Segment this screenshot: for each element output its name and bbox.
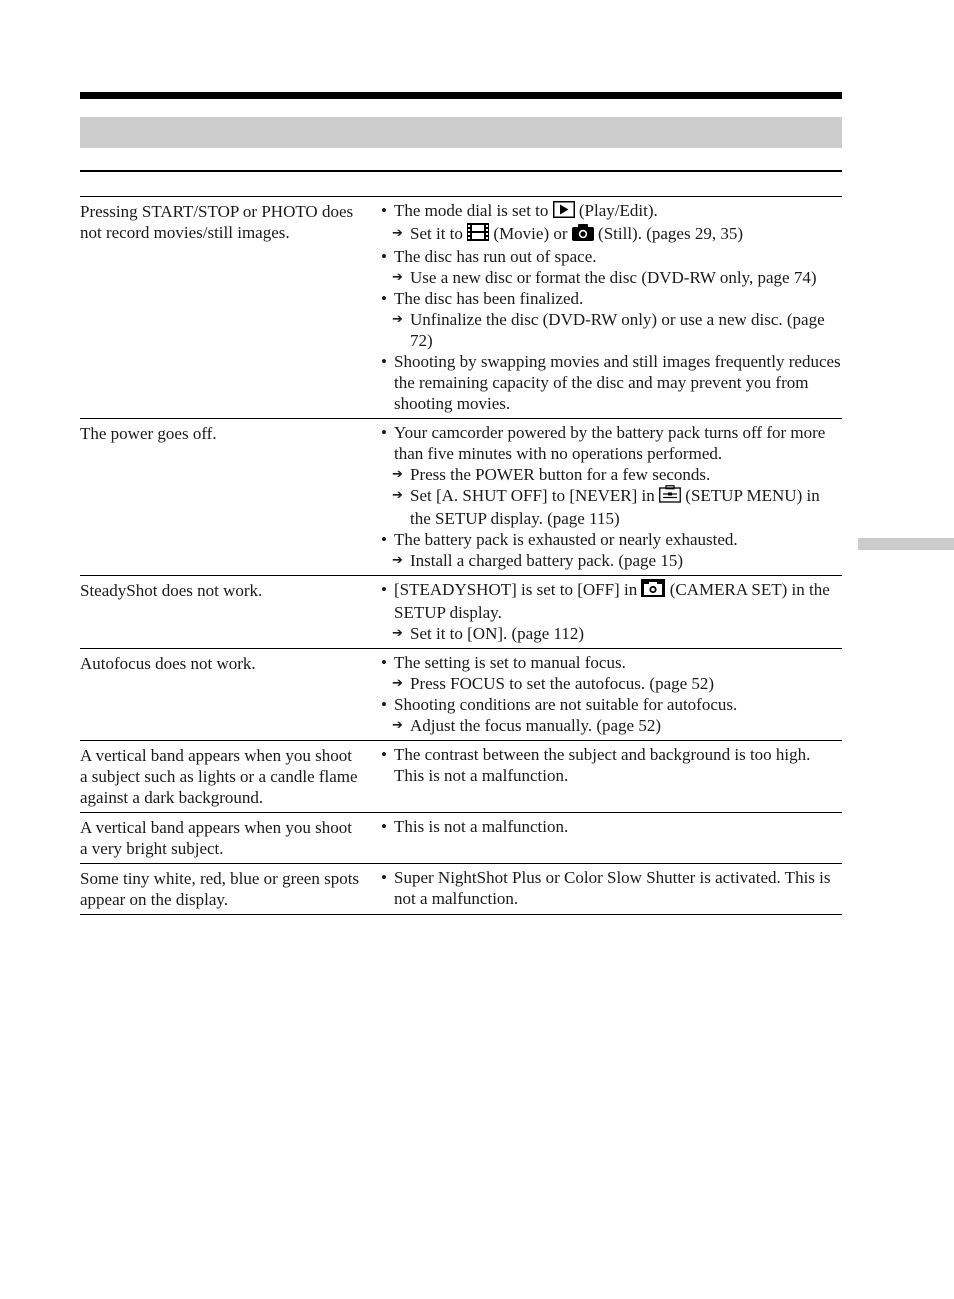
text-run: (Movie) or bbox=[489, 224, 572, 243]
text-run: Super NightShot Plus or Color Slow Shutter is activated. This is not a malfunction. bbox=[394, 868, 831, 908]
remedy-item bbox=[380, 673, 842, 694]
cause-cell bbox=[370, 419, 842, 576]
table-row bbox=[80, 864, 842, 915]
text-run: The contrast between the subject and background is too high. This is not a malfunction. bbox=[394, 745, 811, 785]
symptom-cell: A vertical band appears when you shoot a very bright subject. bbox=[80, 818, 352, 858]
remedy-item bbox=[380, 309, 842, 351]
text-run: The battery pack is exhausted or nearly exhausted. bbox=[394, 530, 738, 549]
arrow-icon: ➔ bbox=[392, 270, 403, 285]
cause-item bbox=[380, 652, 842, 673]
side-index-tab bbox=[858, 538, 954, 550]
text-run: The setting is set to manual focus. bbox=[394, 653, 626, 672]
text-run: [STEADYSHOT] is set to [OFF] in bbox=[394, 580, 642, 599]
section-heading-band bbox=[80, 117, 842, 148]
text-run: Set it to [ON]. (page 112) bbox=[410, 624, 585, 643]
arrow-icon: ➔ bbox=[392, 553, 403, 568]
remedy-item bbox=[380, 464, 842, 485]
header-thin-rule bbox=[80, 170, 842, 172]
text-run: Press the POWER button for a few seconds. bbox=[410, 465, 711, 484]
symptom-cell: Autofocus does not work. bbox=[80, 654, 256, 673]
text-run: Your camcorder powered by the battery pack turns off for more than five minutes with no operations performed. bbox=[394, 423, 826, 463]
table-row bbox=[80, 419, 842, 576]
text-run: The mode dial is set to bbox=[394, 201, 553, 220]
text-run: Use a new disc or format the disc (DVD-RW only, page 74) bbox=[410, 268, 817, 287]
text-run: Install a charged battery pack. (page 15) bbox=[410, 551, 683, 570]
arrow-icon: ➔ bbox=[392, 626, 403, 641]
text-run: (Play/Edit). bbox=[574, 201, 658, 220]
text-run: (SETUP MENU) in the SETUP display. (page 115) bbox=[410, 486, 820, 528]
cause-cell bbox=[370, 649, 842, 741]
symptom-cell: SteadyShot does not work. bbox=[80, 581, 263, 600]
remedy-item bbox=[380, 623, 842, 644]
arrow-icon: ➔ bbox=[392, 226, 403, 241]
arrow-icon: ➔ bbox=[392, 312, 403, 327]
text-run: The disc has run out of space. bbox=[394, 247, 597, 266]
cause-item bbox=[380, 529, 842, 550]
arrow-icon: ➔ bbox=[392, 467, 403, 482]
text-run: (Still). (pages 29, 35) bbox=[593, 224, 743, 243]
play-mode-icon bbox=[553, 201, 575, 223]
cause-cell bbox=[370, 576, 842, 649]
cause-cell bbox=[370, 197, 842, 419]
camera-set-icon bbox=[641, 579, 665, 602]
table-row bbox=[80, 649, 842, 741]
symptom-cell: Some tiny white, red, blue or green spots appear on the display. bbox=[80, 869, 360, 909]
text-run: The disc has been finalized. bbox=[394, 289, 584, 308]
text-run: Shooting by swapping movies and still images frequently reduces the remaining capacity of the disc and may prevent you from shooting movies. bbox=[394, 352, 841, 413]
cause-item bbox=[380, 288, 842, 309]
symptom-cell: Pressing START/STOP or PHOTO does not record movies/still images. bbox=[80, 202, 354, 242]
cause-item bbox=[380, 816, 842, 837]
text-run: (CAMERA SET) in the SETUP display. bbox=[394, 580, 830, 622]
table-row bbox=[80, 197, 842, 419]
cause-cell bbox=[370, 813, 842, 864]
cause-item bbox=[380, 744, 842, 786]
cause-cell bbox=[370, 741, 842, 813]
cause-item bbox=[380, 867, 842, 909]
remedy-item bbox=[380, 550, 842, 571]
text-run: This is not a malfunction. bbox=[394, 817, 569, 836]
arrow-icon: ➔ bbox=[392, 676, 403, 691]
table-row bbox=[80, 741, 842, 813]
table-row bbox=[80, 813, 842, 864]
remedy-item bbox=[380, 267, 842, 288]
text-run: Shooting conditions are not suitable for autofocus. bbox=[394, 695, 738, 714]
text-run: Press FOCUS to set the autofocus. (page 52) bbox=[410, 674, 715, 693]
remedy-item bbox=[380, 715, 842, 736]
remedy-item bbox=[380, 485, 842, 529]
cause-item bbox=[380, 579, 842, 623]
symptom-cell: The power goes off. bbox=[80, 424, 217, 443]
table-row bbox=[80, 576, 842, 649]
movie-icon bbox=[467, 223, 489, 246]
text-run: Unfinalize the disc (DVD-RW only) or use a new disc. (page 72) bbox=[410, 310, 825, 350]
setup-menu-icon bbox=[659, 485, 681, 508]
cause-item bbox=[380, 200, 842, 223]
cause-item bbox=[380, 694, 842, 715]
cause-item bbox=[380, 422, 842, 464]
text-run: Adjust the focus manually. (page 52) bbox=[410, 716, 661, 735]
text-run: Set it to bbox=[410, 224, 468, 243]
arrow-icon: ➔ bbox=[392, 718, 403, 733]
header-thick-rule bbox=[80, 92, 842, 99]
camera-icon bbox=[572, 223, 594, 246]
troubleshooting-table bbox=[80, 196, 842, 915]
symptom-cell: A vertical band appears when you shoot a subject such as lights or a candle flame against a dark background. bbox=[80, 746, 358, 807]
cause-item bbox=[380, 351, 842, 414]
cause-item bbox=[380, 246, 842, 267]
remedy-item bbox=[380, 223, 842, 246]
text-run: Set [A. SHUT OFF] to [NEVER] in bbox=[410, 486, 660, 505]
cause-cell bbox=[370, 864, 842, 915]
arrow-icon: ➔ bbox=[392, 488, 403, 503]
